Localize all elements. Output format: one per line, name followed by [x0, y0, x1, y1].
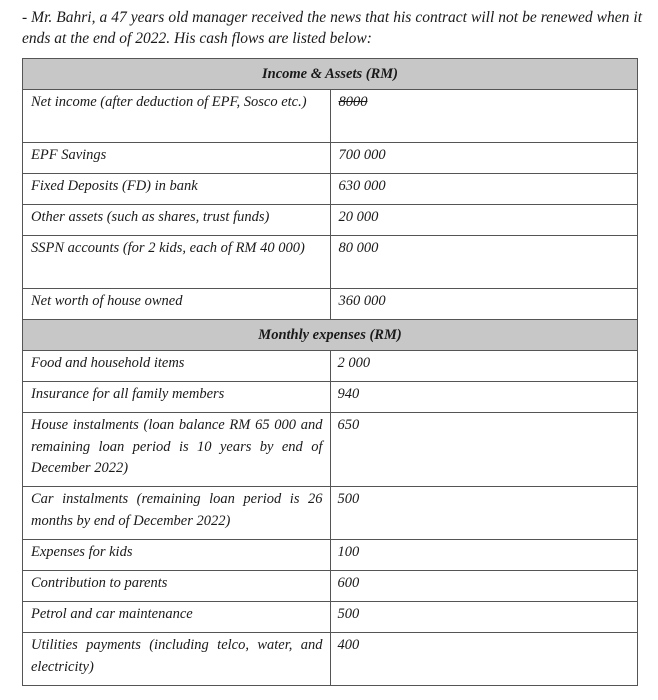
row-value-parents-contribution: 600 [330, 571, 638, 602]
row-value-utilities: 400 [330, 633, 638, 686]
row-label-house-instalments: House instalments (loan balance RM 65 000 and remaining loan period is 10 years by end of December 2022) [23, 413, 331, 487]
row-value-insurance: 940 [330, 382, 638, 413]
table-row [23, 289, 638, 320]
income-section-header-row [23, 59, 638, 90]
table-row [23, 540, 638, 571]
expense-section-header: Monthly expenses (RM) [23, 320, 638, 351]
intro-paragraph: - Mr. Bahri, a 47 years old manager received the news that his contract will not be renewed when it ends at the end of 2022. His cash flows are listed below: [22, 9, 642, 47]
row-value-sspn-accounts: 80 000 [330, 236, 638, 289]
row-label-sspn-accounts: SSPN accounts (for 2 kids, each of RM 40 000) [23, 236, 331, 289]
row-label-house-net-worth: Net worth of house owned [23, 289, 331, 320]
table-row [23, 382, 638, 413]
row-label-utilities: Utilities payments (including telco, water, and electricity) [23, 633, 331, 686]
row-label-petrol-car-maintenance: Petrol and car maintenance [23, 602, 331, 633]
row-value-house-net-worth: 360 000 [330, 289, 638, 320]
table-row [23, 633, 638, 686]
net-income-struck-value: 8000 [338, 94, 368, 110]
row-value-car-instalments: 500 [330, 487, 638, 540]
row-value-epf-savings: 700 000 [330, 143, 638, 174]
table-row [23, 174, 638, 205]
row-value-food: 2 000 [330, 351, 638, 382]
row-label-parents-contribution: Contribution to parents [23, 571, 331, 602]
table-row [23, 413, 638, 487]
row-value-other-assets: 20 000 [330, 205, 638, 236]
row-label-insurance: Insurance for all family members [23, 382, 331, 413]
row-label-car-instalments: Car instalments (remaining loan period is 26 months by end of December 2022) [23, 487, 331, 540]
row-value-kids-expenses: 100 [330, 540, 638, 571]
table-row [23, 143, 638, 174]
row-label-other-assets: Other assets (such as shares, trust funds) [23, 205, 331, 236]
row-label-food: Food and household items [23, 351, 331, 382]
row-label-epf-savings: EPF Savings [23, 143, 331, 174]
table-row [23, 236, 638, 289]
table-row [23, 90, 638, 143]
table-row [23, 571, 638, 602]
row-value-petrol-car-maintenance: 500 [330, 602, 638, 633]
income-section-header: Income & Assets (RM) [23, 59, 638, 90]
table-row [23, 487, 638, 540]
row-label-kids-expenses: Expenses for kids [23, 540, 331, 571]
row-value-fixed-deposits: 630 000 [330, 174, 638, 205]
cash-flow-table [22, 58, 638, 686]
row-value-net-income [330, 90, 638, 143]
row-label-net-income: Net income (after deduction of EPF, Sosco etc.) [23, 90, 331, 143]
row-value-house-instalments: 650 [330, 413, 638, 487]
table-row [23, 351, 638, 382]
table-row [23, 602, 638, 633]
expense-section-header-row [23, 320, 638, 351]
table-row [23, 205, 638, 236]
row-label-fixed-deposits: Fixed Deposits (FD) in bank [23, 174, 331, 205]
